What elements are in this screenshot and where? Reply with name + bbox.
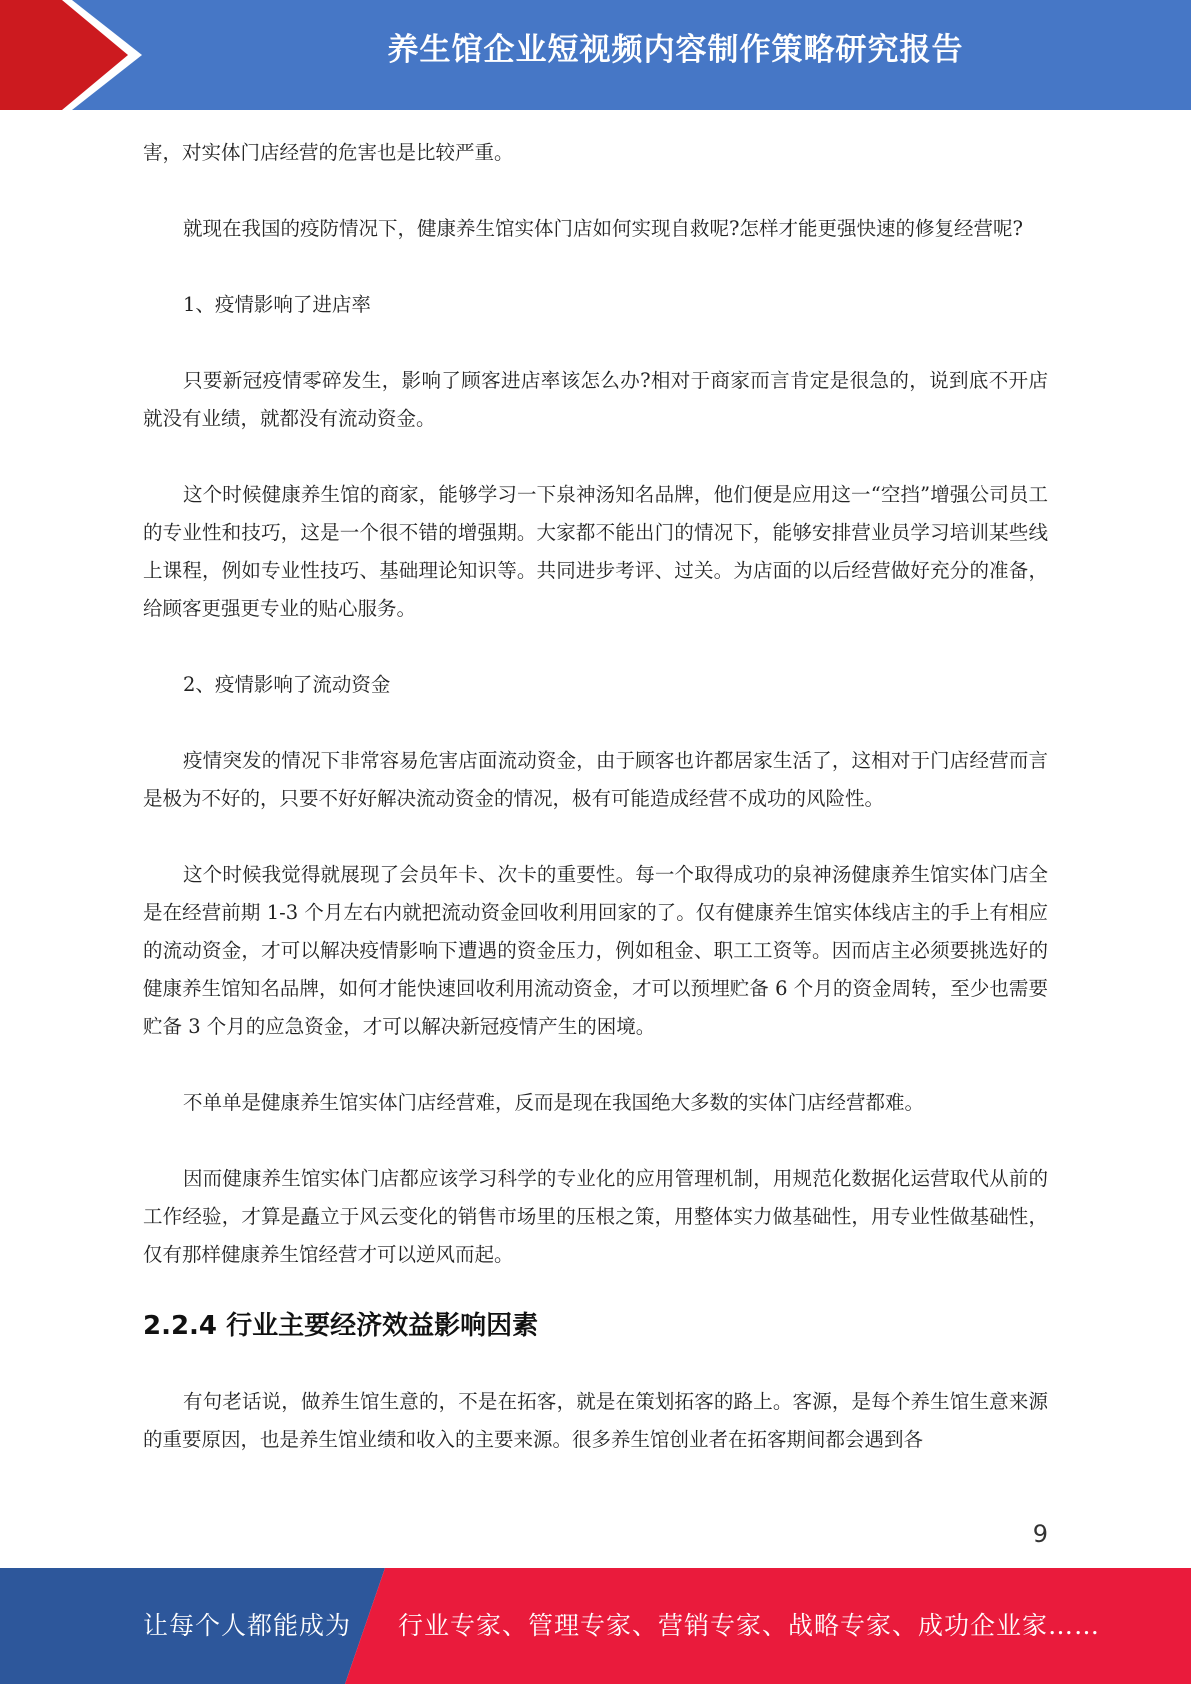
section-heading: 2.2.4 行业主要经济效益影响因素 — [143, 1311, 539, 1341]
paragraph: 疫情突发的情况下非常容易危害店面流动资金，由于顾客也许都居家生活了，这相对于门店经营而言是极为不好的，只要不好好解决流动资金的情况，极有可能造成经营不成功的风险性。 — [143, 749, 1048, 810]
paragraph: 因而健康养生馆实体门店都应该学习科学的专业化的应用管理机制，用规范化数据化运营取代从前的工作经验，才算是矗立于风云变化的销售市场里的压根之策，用整体实力做基础性，用专业性做基础性，仅有那样健康养生馆经营才可以逆风而起。 — [143, 1167, 1048, 1266]
subheading-1: 1、疫情影响了进店率 — [183, 293, 371, 316]
subheading-2: 2、疫情影响了流动资金 — [183, 673, 391, 696]
paragraph: 有句老话说，做养生馆生意的，不是在拓客，就是在策划拓客的路上。客源，是每个养生馆生意来源的重要原因，也是养生馆业绩和收入的主要来源。很多养生馆创业者在拓客期间都会遇到各 — [143, 1390, 1048, 1451]
footer-slogan-right: 行业专家、管理专家、营销专家、战略专家、成功企业家…… — [398, 1611, 1101, 1640]
document-title: 养生馆企业短视频内容制作策略研究报告 — [387, 32, 964, 68]
footer-slogan-left: 让每个人都能成为 — [143, 1611, 352, 1640]
paragraph: 不单单是健康养生馆实体门店经营难，反而是现在我国绝大多数的实体门店经营都难。 — [183, 1091, 925, 1114]
header-arrow-decoration — [0, 0, 160, 110]
footer-banner — [0, 1568, 1191, 1684]
paragraph: 这个时候健康养生馆的商家，能够学习一下泉神汤知名品牌，他们便是应用这一“空挡”增强公司员工的专业性和技巧，这是一个很不错的增强期。大家都不能出门的情况下，能够安排营业员学习培训某些线上课程，例如专业性技巧、基础理论知识等。共同进步考评、过关。为店面的以后经营做好充分的准备，给顾客更强更专业的贴心服务。 — [143, 483, 1048, 620]
paragraph: 只要新冠疫情零碎发生，影响了顾客进店率该怎么办?相对于商家而言肯定是很急的，说到底不开店就没有业绩，就都没有流动资金。 — [143, 369, 1048, 430]
paragraph: 就现在我国的疫防情况下，健康养生馆实体门店如何实现自救呢?怎样才能更强快速的修复经营呢? — [183, 217, 1023, 240]
header-arrow-red — [0, 0, 128, 110]
document-body — [143, 134, 1048, 1497]
header-banner — [0, 0, 1191, 110]
page-number: 9 — [1032, 1520, 1048, 1548]
paragraph: 这个时候我觉得就展现了会员年卡、次卡的重要性。每一个取得成功的泉神汤健康养生馆实体门店全是在经营前期 1-3 个月左右内就把流动资金回收利用回家的了。仅有健康养生馆实体线店主的手上有相应的流动资金，才可以解决疫情影响下遭遇的资金压力，例如租金、职工工资等。因而店主必须要挑选好的健康养生馆知名品牌，如何才能快速回收利用流动资金，才可以预埋贮备 6 个月的资金周转，至少也需要贮备 3 个月的应急资金，才可以解决新冠疫情产生的困境。 — [143, 863, 1048, 1038]
paragraph: 害，对实体门店经营的危害也是比较严重。 — [143, 141, 514, 164]
